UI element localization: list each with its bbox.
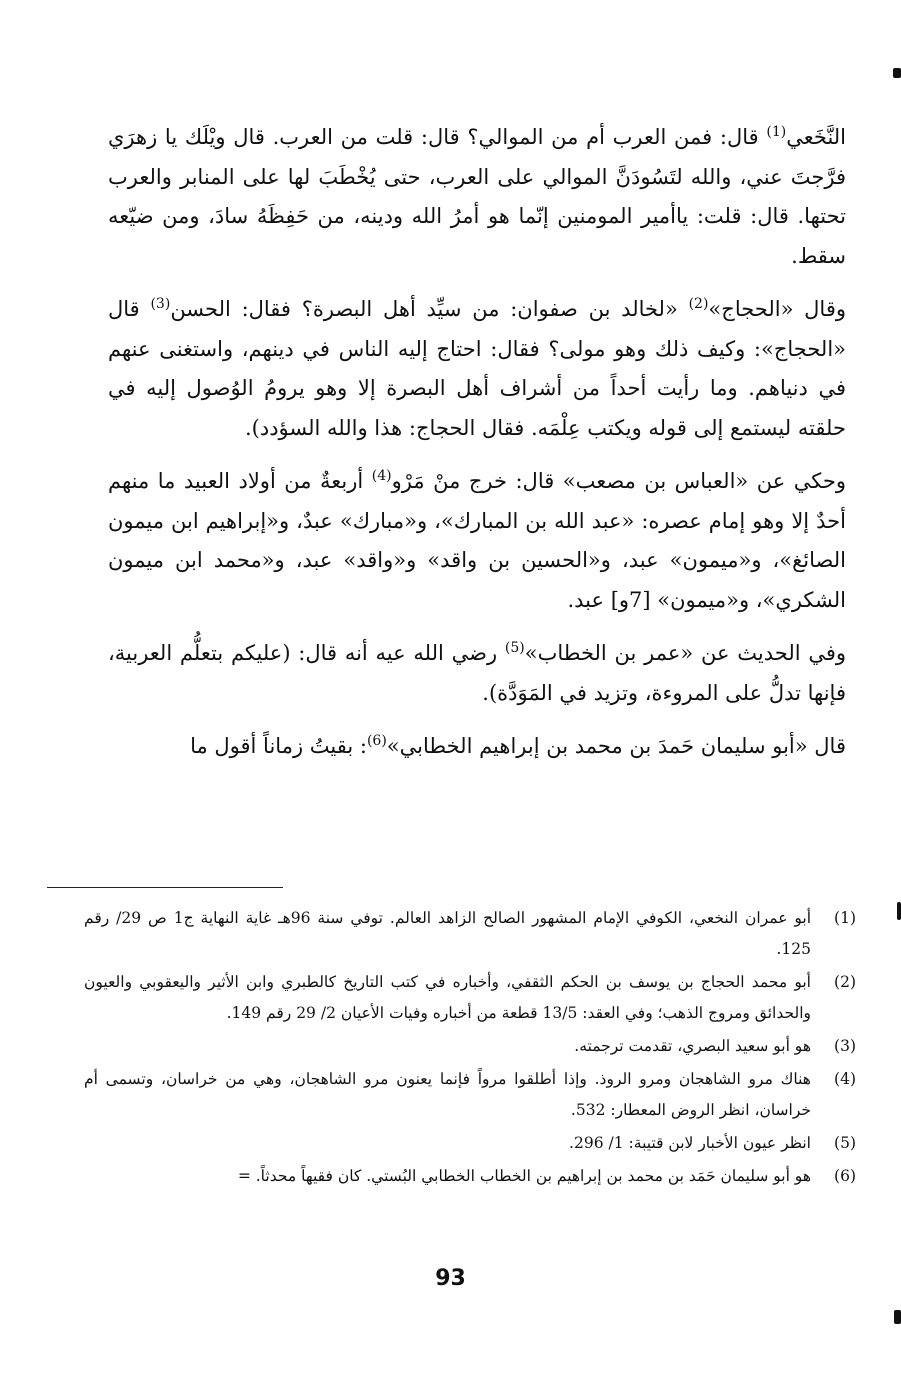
text-segment: «لخالد بن صفوان: من سيِّد أهل البصرة؟ فقال: الحسن	[170, 297, 689, 321]
footnote-separator	[47, 887, 283, 888]
footnote-text: انظر عيون الأخبار لابن قتيبة: 1/ 296.	[569, 1134, 811, 1152]
footnote-reference: (3)	[150, 296, 171, 312]
footnote-reference: (1)	[766, 124, 787, 140]
footnote-reference: (5)	[504, 640, 525, 656]
footnote-text: هو أبو سليمان حَمَد بن محمد بن إبراهيم بن الخطاب الخطابي البُستي. كان فقيهاً محدثاً. =	[237, 1167, 811, 1185]
footnote-reference: (6)	[366, 733, 387, 749]
footnote-number: (4)	[834, 1070, 856, 1088]
body-paragraph	[108, 118, 846, 276]
footnote-number: (6)	[834, 1167, 856, 1185]
footnote	[84, 967, 856, 1029]
text-segment: وحكي عن «العباس بن مصعب» قال: خرج منْ مَرْو	[391, 469, 847, 493]
footnote-number: (1)	[834, 909, 856, 927]
edge-mark-bottom	[894, 1310, 901, 1324]
text-segment: رضي الله عيه أنه قال: (عليكم بتعلُّم العربية، فإنها تدلُّ على المروءة، وتزيد في المَوَدَّة).	[108, 641, 846, 705]
footnote-reference: (2)	[688, 296, 709, 312]
body-paragraph	[108, 462, 846, 620]
text-segment: النَّخَعي	[786, 125, 847, 149]
footnote-text: هناك مرو الشاهجان ومرو الروذ. وإذا أطلقوا مرواً فإنما يعنون مرو الشاهجان، وهي من خراسان، وتسمى أم خراسان، انظر الروض المعطار: 532.	[84, 1070, 811, 1119]
text-segment: قال «الحجاج»: وكيف ذلك وهو مولى؟ فقال: احتاج إليه الناس في دينهم، واستغنى عنهم في دنياهم. وما رأيت أحداً من أشراف أهل البصرة إلا وهو يرومُ الوُصول إليه في حلقته ليستمع إلى قوله ويكتب عِلْمَه. فقال الحجاج: هذا والله السؤدد).	[108, 297, 846, 440]
body-paragraph	[108, 290, 846, 448]
body-paragraph	[108, 634, 846, 713]
footnote	[84, 903, 856, 965]
edge-mark-middle	[897, 902, 901, 920]
footnote-number: (3)	[834, 1037, 856, 1055]
footnote-number: (2)	[834, 973, 856, 991]
footnote	[84, 1128, 856, 1159]
footnote-text: أبو عمران النخعي، الكوفي الإمام المشهور الصالح الزاهد العالم. توفي سنة 96هـ غاية النهاية ج1 ص 29/ رقم 125.	[84, 909, 812, 958]
footnote-reference: (4)	[371, 468, 392, 484]
footnote	[84, 1031, 856, 1062]
text-segment: وفي الحديث عن «عمر بن الخطاب»	[524, 641, 846, 665]
footnote-text: هو أبو سعيد البصري، تقدمت ترجمته.	[574, 1037, 811, 1055]
edge-mark-top	[893, 68, 901, 78]
text-segment: أربعةٌ من أولاد العبيد ما منهم أحدٌ إلا وهو إمام عصره: «عبد الله بن المبارك»، و«مبارك» عبدٌ، و«إبراهيم ابن ميمون الصائغ»، و«ميمون» عبد، و«الحسين بن واقد» و«واقد» عبد، و«محمد ابن ميمون الشكري»، و«ميمون» [7و] عبد.	[108, 469, 846, 612]
footnote	[84, 1161, 856, 1192]
footnote-text: أبو محمد الحجاج بن يوسف بن الحكم الثقفي، وأخباره في كتب التاريخ كالطبري وابن الأثير واليعقوبي والعيون والحدائق ومروج الذهب؛ وفي العقد: 13/5 قطعة من أخباره وفيات الأعيان 2/ 29 رقم 149.	[84, 973, 811, 1022]
main-text	[108, 118, 846, 771]
footnote	[84, 1064, 856, 1126]
text-segment: قال «أبو سليمان حَمدَ بن محمد بن إبراهيم الخطابي»	[386, 734, 846, 758]
text-segment: : بقيتُ زماناً أقول ما	[190, 734, 367, 758]
footnotes	[84, 903, 856, 1194]
page-number: 93	[435, 1266, 466, 1291]
text-segment: قال: فمن العرب أم من الموالي؟ قال: قلت من العرب. قال ويْلَك يا زهرَي فرَّجتَ عني، والله لتَسُودَنَّ الموالي على العرب، حتى يُخْطَبَ لها على المنابر والعرب تحتها. قال: قلت: ياأمير المومنين إنّما هو أمرُ الله ودينه، من حَفِظَهُ سادَ، ومن ضيّعه سقط.	[108, 125, 846, 268]
footnote-number: (5)	[834, 1134, 856, 1152]
body-paragraph	[108, 727, 846, 767]
text-segment: وقال «الحجاج»	[708, 297, 847, 321]
